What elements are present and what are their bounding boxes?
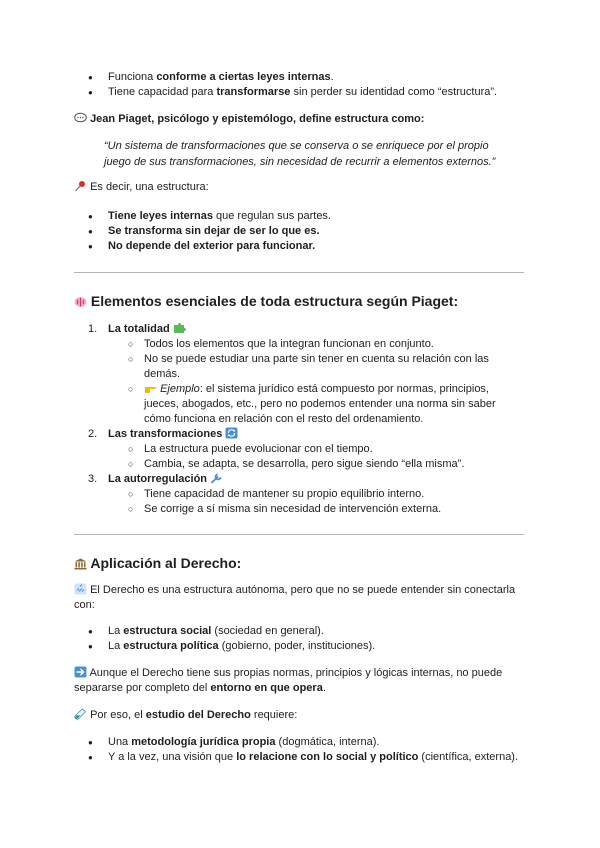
brain-icon xyxy=(74,296,87,308)
pushpin-icon xyxy=(74,180,87,192)
list-item: ● Tiene leyes internas que regulan sus partes. xyxy=(74,209,526,224)
list-item: ○ Ejemplo: el sistema jurídico está compuesto por normas, principios, jueces, abogados, etc., pero no podemos entender una norma sin saber cómo funciona en relación con el resto del ordenamiento. xyxy=(74,382,526,427)
list-item: ● La estructura social (sociedad en general). xyxy=(74,624,526,639)
piaget-quote: “Un sistema de transformaciones que se conserva o se enriquece por el propio juego de sus transformaciones, sin necesidad de recurrir a elementos externos.” xyxy=(104,140,496,168)
es-decir-line: Es decir, una estructura: xyxy=(74,180,526,195)
derecho-bullet-list xyxy=(74,624,526,654)
list-item: ○ Tiene capacidad de mantener su propio equilibrio interno. xyxy=(74,487,526,502)
estudio-bullet-list xyxy=(74,735,526,765)
piaget-heading: Jean Piaget, psicólogo y epistemólogo, define estructura como: xyxy=(74,112,526,127)
list-item: ● Y a la vez, una visión que lo relacione con lo social y político (científica, externa). xyxy=(74,750,526,765)
classical-building-icon xyxy=(74,558,87,570)
speech-bubble-icon xyxy=(74,112,87,124)
section-divider xyxy=(74,534,524,535)
structure-bullet-list xyxy=(74,209,526,254)
cycle-arrows-icon xyxy=(225,427,238,439)
section-heading-elementos: Elementos esenciales de toda estructura según Piaget: xyxy=(74,292,526,310)
section-divider xyxy=(74,272,524,273)
list-item: ● Funciona conforme a ciertas leyes internas. xyxy=(74,70,526,85)
list-item: ○ Todos los elementos que la integran funcionan en conjunto. xyxy=(74,337,526,352)
list-item: ○ Cambia, se adapta, se desarrolla, pero sigue siendo “ella misma”. xyxy=(74,457,526,472)
list-item: ● No depende del exterior para funcionar. xyxy=(74,239,526,254)
list-item: ● Tiene capacidad para transformarse sin perder su identidad como “estructura”. xyxy=(74,85,526,100)
list-item: ○ No se puede estudiar una parte sin tener en cuenta su relación con las demás. xyxy=(74,352,526,382)
derecho-intro: El Derecho es una estructura autónoma, pero que no se puede entender sin conectarla con: xyxy=(74,584,516,611)
list-item: ● Se transforma sin dejar de ser lo que es. xyxy=(74,224,526,239)
link-icon xyxy=(74,583,87,595)
list-item-totalidad: 1. La totalidad ○ Todos los elementos que la integran funcionan en conjunto. ○ No se puede estudiar una parte sin tener en cuenta su relación con las demás. ○ Ejemplo: el sistema jurídico está compuesto por normas, principios, jueces, abogados, etc., pero no podemos entender una norma sin saber cómo funciona en relación con el resto del ordenamiento. xyxy=(74,322,526,427)
section-heading-aplicacion: Aplicación al Derecho: xyxy=(74,554,526,572)
list-item-autorregulacion: 3. La autorregulación ○ Tiene capacidad de mantener su propio equilibrio interno. ○ Se corrige a sí misma sin necesidad de intervención externa. xyxy=(74,472,526,517)
list-item: ● Una metodología jurídica propia (dogmática, interna). xyxy=(74,735,526,750)
wrench-icon xyxy=(210,472,223,484)
pointing-hand-icon xyxy=(144,382,157,394)
right-arrow-icon xyxy=(74,666,87,678)
list-item: ● La estructura política (gobierno, poder, instituciones). xyxy=(74,639,526,654)
top-bullet-list xyxy=(74,70,526,100)
list-item: ○ La estructura puede evolucionar con el tiempo. xyxy=(74,442,526,457)
list-item-transformaciones: 2. Las transformaciones ○ La estructura puede evolucionar con el tiempo. ○ Cambia, se adapta, se desarrolla, pero sigue siendo “ella misma”. xyxy=(74,427,526,472)
puzzle-icon xyxy=(173,322,186,334)
elementos-list xyxy=(74,322,526,517)
test-tube-icon xyxy=(74,708,87,720)
list-item: ○ Se corrige a sí misma sin necesidad de intervención externa. xyxy=(74,502,526,517)
estudio-line: Por eso, el estudio del Derecho requiere: xyxy=(74,708,526,723)
derecho-paragraph: Aunque el Derecho tiene sus propias normas, principios y lógicas internas, no puede separarse por completo del entorno en que opera. xyxy=(74,667,503,694)
